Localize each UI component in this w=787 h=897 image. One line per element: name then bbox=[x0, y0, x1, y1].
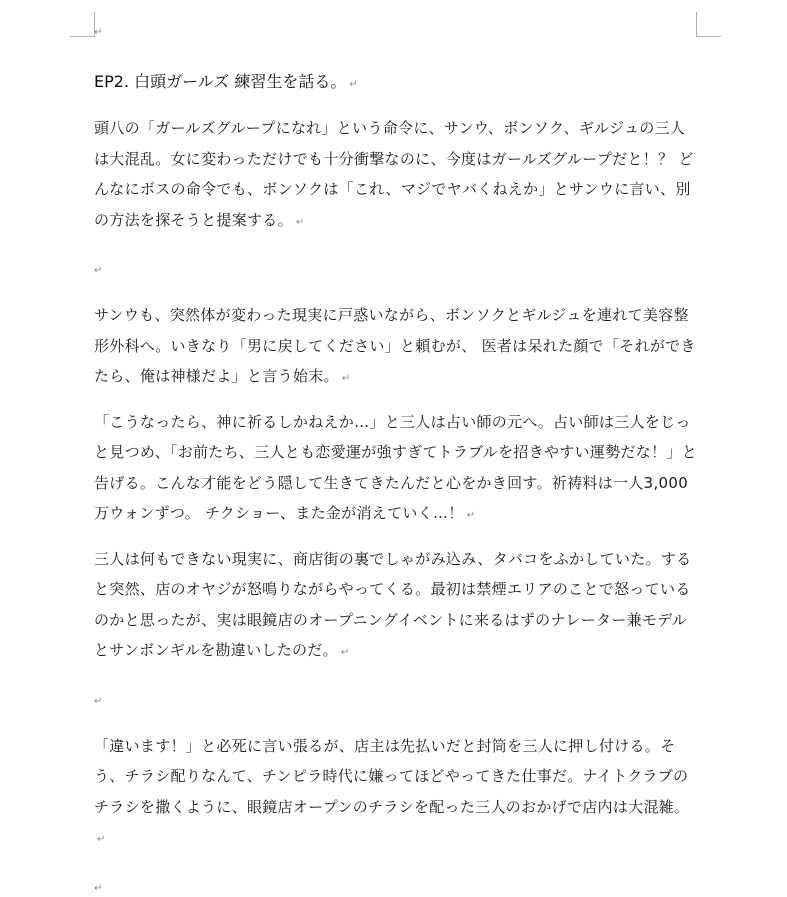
paragraph-mark-icon: ↵ bbox=[94, 265, 103, 276]
body-paragraph-2[interactable] bbox=[94, 300, 698, 395]
body-paragraph-1[interactable] bbox=[94, 113, 698, 238]
body-paragraph-4[interactable] bbox=[94, 544, 698, 669]
paragraph-mark-icon: ↵ bbox=[466, 510, 476, 521]
heading-text: EP2. 白頭ガールズ 練習生を話る。 bbox=[94, 72, 347, 91]
top-right-margin-marker bbox=[696, 12, 721, 37]
paragraph-mark-icon: ↵ bbox=[340, 647, 350, 658]
body-paragraph-3[interactable] bbox=[94, 407, 698, 532]
empty-paragraph[interactable] bbox=[94, 691, 698, 707]
document-body[interactable] bbox=[94, 22, 698, 894]
empty-paragraph[interactable] bbox=[94, 260, 698, 276]
paragraph-mark-icon: ↵ bbox=[94, 27, 103, 38]
empty-paragraph[interactable] bbox=[94, 878, 698, 894]
paragraph-mark-icon: ↵ bbox=[349, 79, 358, 90]
paragraph-mark-icon: ↵ bbox=[341, 373, 351, 384]
episode-heading[interactable] bbox=[94, 68, 698, 99]
paragraph-text: 頭八の「ガールズグループになれ」という命令に、サンウ、ボンソク、ギルジュの三人は大混乱。女に変わっただけでも十分衝撃なのに、今度はガールズグループだと！？ どんなにボスの命令でも、ボンソクは「これ、マジでヤバくねえか」とサンウに言い、別の方法を探そうと提案する。 bbox=[94, 119, 694, 229]
paragraph-text: 「こうなったら、神に祈るしかねえか…」と三人は占い師の元へ。占い師は三人をじっと見つめ、「お前たち、三人とも恋愛運が強すぎてトラブルを招きやすい運勢だな！」と告げる。こんな才能をどう隠して生きてきたんだと心をかき回す。祈祷料は一人3,000万ウォンずつ。 チクショー、また金が消えていく…！ bbox=[94, 412, 698, 522]
body-paragraph-5[interactable] bbox=[94, 731, 698, 856]
paragraph-mark-icon: ↵ bbox=[94, 882, 103, 894]
paragraph-mark-icon: ↵ bbox=[94, 695, 103, 707]
paragraph-mark-icon: ↵ bbox=[295, 216, 305, 228]
top-left-margin-marker bbox=[70, 12, 95, 37]
paragraph-text: 三人は何もできない現実に、商店街の裏でしゃがみ込み、タバコをふかしていた。すると突然、店のオヤジが怒鳴りながらやってくる。最初は禁煙エリアのことで怒っているのかと思ったが、実は眼鏡店のオープニングイベントに来るはずのナレーター兼モデルとサンボンギルを勘違いしたのだ。 bbox=[94, 549, 692, 659]
paragraph-text: サンウも、突然体が変わった現実に戸惑いながら、ボンソクとギルジュを連れて美容整形外科へ。いきなり「男に戻してください」と頼むが、 医者は呆れた顔で「それができたら、俺は神様だよ」と言う始末。 bbox=[94, 306, 696, 385]
paragraph-text: 「違います！」と必死に言い張るが、店主は先払いだと封筒を三人に押し付ける。そう、チラシ配りなんて、チンピラ時代に嫌ってほどやってきた仕事だ。ナイトクラブのチラシを撒くように、眼鏡店オープンのチラシを配った三人のおかげで店内は大混雑。 bbox=[94, 736, 690, 816]
empty-paragraph[interactable] bbox=[94, 22, 698, 38]
paragraph-mark-icon: ↵ bbox=[97, 834, 106, 845]
